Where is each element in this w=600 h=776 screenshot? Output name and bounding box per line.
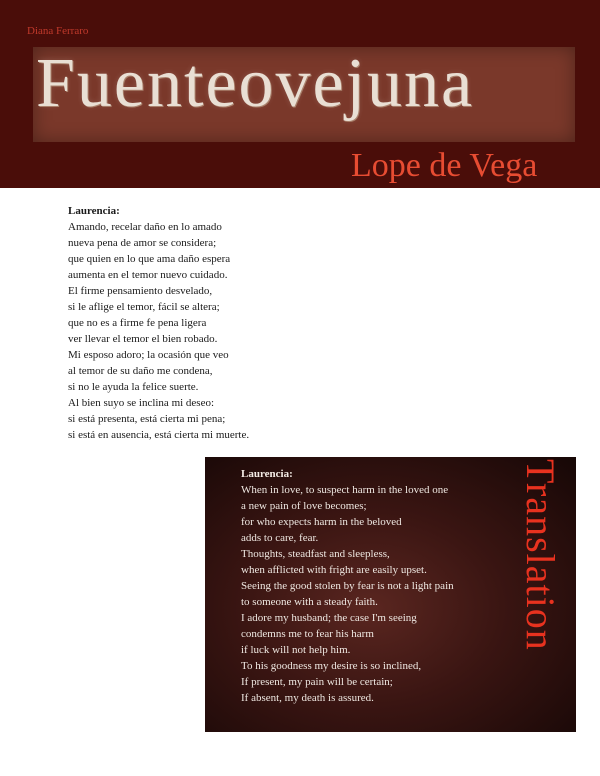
translated-line: I adore my husband; the case I'm seeing xyxy=(241,612,417,624)
translated-line: Seeing the good stolen by fear is not a light pain xyxy=(241,580,454,592)
translated-line: condemns me to fear his harm xyxy=(241,628,374,640)
verse-line: El firme pensamiento desvelado, xyxy=(68,285,213,297)
translated-line: if luck will not help him. xyxy=(241,644,351,656)
play-title: Fuenteovejuna xyxy=(36,45,475,122)
author-name: Diana Ferraro xyxy=(27,25,89,37)
translated-line: When in love, to suspect harm in the loved one xyxy=(241,484,449,496)
translated-line: a new pain of love becomes; xyxy=(241,500,367,512)
speaker-name: Laurencia: xyxy=(68,205,120,217)
translated-line: when afflicted with fright are easily upset. xyxy=(241,564,427,576)
translated-line: To his goodness my desire is so inclined, xyxy=(241,660,422,672)
verse-line: nueva pena de amor se considera; xyxy=(68,237,217,249)
translated-line: If present, my pain will be certain; xyxy=(241,676,393,688)
verse-line: Al bien suyo se inclina mi deseo: xyxy=(68,397,215,409)
verse-line: Mi esposo adoro; la ocasión que veo xyxy=(68,349,229,361)
translated-line: for who expects harm in the beloved xyxy=(241,516,402,528)
verse-line: si está presenta, está cierta mi pena; xyxy=(68,413,226,425)
translation-speaker-name: Laurencia: xyxy=(241,468,293,480)
verse-line: aumenta en el temor nuevo cuidado. xyxy=(68,269,228,281)
playwright-name: Lope de Vega xyxy=(351,147,538,184)
verse-line: ver llevar el temor el bien robado. xyxy=(68,333,218,345)
translation-verse-block xyxy=(241,466,531,706)
translated-line: Thoughts, steadfast and sleepless, xyxy=(241,548,390,560)
original-verse-block xyxy=(68,203,368,443)
verse-line: Amando, recelar daño en lo amado xyxy=(68,221,222,233)
translated-line: to someone with a steady faith. xyxy=(241,596,378,608)
verse-line: al temor de su daño me condena, xyxy=(68,365,213,377)
verse-line: si no le ayuda la felice suerte. xyxy=(68,381,199,393)
translated-line: adds to care, fear. xyxy=(241,532,319,544)
translated-line: If absent, my death is assured. xyxy=(241,692,374,704)
verse-line: que quien en lo que ama daño espera xyxy=(68,253,231,265)
original-verse xyxy=(68,219,368,443)
verse-line: si está en ausencia, está cierta mi muerte. xyxy=(68,429,250,441)
translation-label: Translation xyxy=(518,459,563,651)
translated-verse xyxy=(241,482,531,706)
verse-line: que no es a firme fe pena ligera xyxy=(68,317,207,329)
verse-line: si le aflige el temor, fácil se altera; xyxy=(68,301,220,313)
